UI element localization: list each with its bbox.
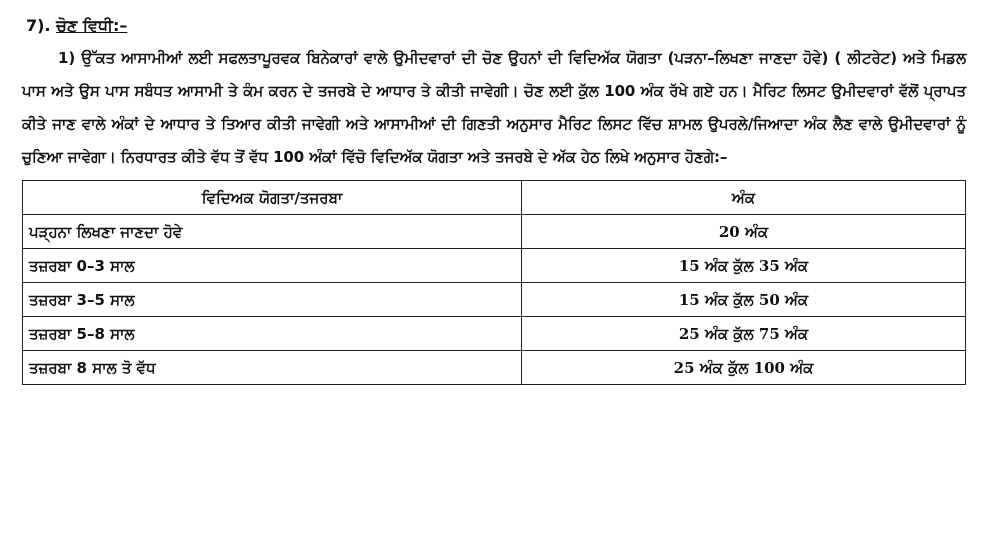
marks-table [22, 180, 966, 385]
marks-cell: 15 ਅੰਕ ਕੁੱਲ 50 ਅੰਕ [522, 283, 966, 317]
qualification-cell: ਤਜ਼ਰਬਾ 3–5 ਸਾਲ [23, 283, 522, 317]
table-row [23, 283, 966, 317]
qualification-cell: ਤਜ਼ਰਬਾ 8 ਸਾਲ ਤੋ ਵੱਧ [23, 351, 522, 385]
table-row [23, 215, 966, 249]
table-header-row [23, 181, 966, 215]
table-row [23, 317, 966, 351]
table-row [23, 351, 966, 385]
section-heading [26, 14, 966, 38]
qualification-cell: ਤਜ਼ਰਬਾ 0–3 ਸਾਲ [23, 249, 522, 283]
marks-cell: 25 ਅੰਕ ਕੁੱਲ 75 ਅੰਕ [522, 317, 966, 351]
marks-cell: 25 ਅੰਕ ਕੁੱਲ 100 ਅੰਕ [522, 351, 966, 385]
marks-cell: 20 ਅੰਕ [522, 215, 966, 249]
section-paragraph: 1) ਉੱਕਤ ਆਸਾਮੀਆਂ ਲਈ ਸਫਲਤਾਪੂਰਵਕ ਬਿਨੇਕਾਰਾਂ ਵਾਲੇ ਉਮੀਦਵਾਰਾਂ ਦੀ ਚੋਣ ਉਹਨਾਂ ਦੀ ਵਿਦਿਅੱਕ ਯੋਗਤਾ (ਪੜਨਾ–ਲਿਖਣਾ ਜਾਣਦਾ ਹੋਵੇ) ( ਲੀਟਰੇਟ) ਅਤੇ ਮਿਡਲ ਪਾਸ ਅਤੇ ਉਸ ਪਾਸ ਸਬੰਧਤ ਆਸਾਮੀ ਤੇ ਕੰਮ ਕਰਨ ਦੇ ਤਜਰਬੇ ਦੇ ਆਧਾਰ ਤੇ ਕੀਤੀ ਜਾਵੇਗੀ। ਚੋਣ ਲਈ ਕੁੱਲ 100 ਅੰਕ ਰੱਖੇ ਗਏ ਹਨ। ਮੈਰਿਟ ਲਿਸਟ ਉਮੀਦਵਾਰਾਂ ਵੱਲੋਂ ਪ੍ਰਾਪਤ ਕੀਤੇ ਜਾਣ ਵਾਲੇ ਅੰਕਾਂ ਦੇ ਆਧਾਰ ਤੇ ਤਿਆਰ ਕੀਤੀ ਜਾਵੇਗੀ ਅਤੇ ਆਸਾਮੀਆਂ ਦੀ ਗਿਣਤੀ ਅਨੁਸਾਰ ਮੈਰਿਟ ਲਿਸਟ ਵਿੱਚ ਸ਼ਾਮਲ ਉਪਰਲੇ/ਜਿਆਦਾ ਅੰਕ ਲੈਣ ਵਾਲੇ ਉਮੀਦਵਾਰਾਂ ਨੂੰ ਚੁਣਿਆ ਜਾਵੇਗਾ। ਨਿਰਧਾਰਤ ਕੀਤੇ ਵੱਧ ਤੋਂ ਵੱਧ 100 ਅੰਕਾਂ ਵਿੱਚੋ ਵਿਦਿਅੱਕ ਯੋਗਤਾ ਅਤੇ ਤਜਰਬੇ ਦੇ ਅੱਕ ਹੇਠ ਲਿਖੇ ਅਨੁਸਾਰ ਹੋਣਗੇ:– [22, 49, 966, 166]
document-page [22, 14, 966, 385]
qualification-cell: ਪੜ੍ਹਨਾ ਲਿਖਣਾ ਜਾਣਦਾ ਹੋਵੇ [23, 215, 522, 249]
column-header-qualification: ਵਿਦਿਅਕ ਯੋਗਤਾ/ਤਜਰਬਾ [23, 181, 522, 215]
column-header-marks: ਅੰਕ [522, 181, 966, 215]
section-title: ਚੋਣ ਵਿਧੀ:– [56, 16, 128, 35]
marks-cell: 15 ਅੰਕ ਕੁੱਲ 35 ਅੰਕ [522, 249, 966, 283]
section-number: 7). [26, 16, 51, 35]
qualification-cell: ਤਜ਼ਰਬਾ 5–8 ਸਾਲ [23, 317, 522, 351]
table-row [23, 249, 966, 283]
